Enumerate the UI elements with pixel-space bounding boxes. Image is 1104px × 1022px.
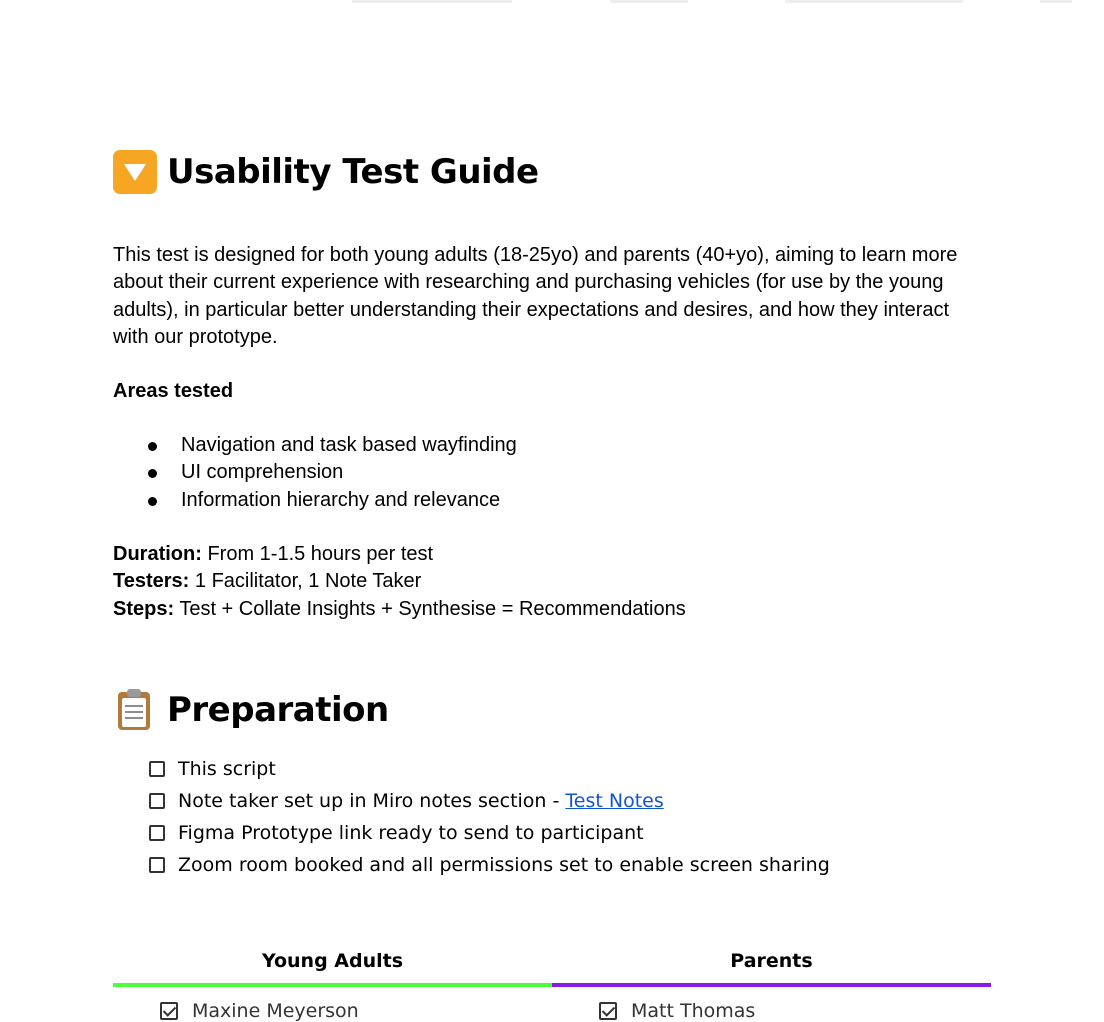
duration-value: From 1-1.5 hours per test: [201, 543, 434, 565]
duration-label: Duration:: [113, 543, 202, 565]
checklist-text: Figma Prototype link ready to send to participant: [178, 822, 644, 844]
area-text: Information hierarchy and relevance: [181, 488, 501, 511]
steps-label: Steps:: [113, 598, 175, 620]
intro-paragraph: [113, 242, 993, 351]
checkbox[interactable]: [149, 825, 165, 841]
steps-line: [113, 598, 686, 621]
participant-row: [160, 1000, 359, 1022]
intro-line: adults), in particular better understanding their expectations and desires, and how they interact: [113, 298, 950, 321]
bullet-icon: [148, 469, 157, 478]
top-strip-segment: [610, 0, 688, 3]
intro-line: with our prototype.: [113, 325, 278, 348]
checkbox[interactable]: [149, 857, 165, 873]
list-item: [113, 487, 517, 514]
area-text: Navigation and task based wayfinding: [181, 434, 517, 456]
bullet-icon: [148, 497, 157, 506]
participant-row: [599, 1000, 755, 1022]
intro-line: about their current experience with researching and purchasing vehicles (for use by the young: [113, 271, 944, 294]
checklist-text: This script: [178, 758, 276, 780]
checklist-item: [149, 785, 830, 817]
area-text: UI comprehension: [181, 461, 344, 484]
checklist-item: [149, 753, 830, 785]
checked-checkbox[interactable]: [160, 1002, 178, 1020]
areas-heading: Areas tested: [113, 380, 234, 402]
top-strip-segment: [352, 0, 512, 3]
testers-line: [113, 570, 421, 593]
checklist-text: Note taker set up in Miro notes section -: [178, 790, 566, 812]
checklist-text: Zoom room booked and all permissions set to enable screen sharing: [178, 854, 830, 876]
participant-name: Matt Thomas: [631, 1000, 756, 1022]
young-adults-underline: [113, 983, 552, 987]
checked-checkbox[interactable]: [599, 1002, 617, 1020]
checkbox[interactable]: [149, 793, 165, 809]
parents-heading: Parents: [730, 950, 813, 972]
testers-label: Testers:: [113, 570, 190, 592]
preparation-heading: [113, 688, 389, 732]
guide-heading: [113, 150, 539, 194]
parents-underline: [552, 983, 991, 987]
bullet-icon: [148, 442, 157, 451]
young-adults-heading: Young Adults: [261, 950, 404, 972]
test-notes-link[interactable]: Test Notes: [565, 790, 664, 812]
steps-value: Test + Collate Insights + Synthesise = Recommendations: [174, 598, 686, 620]
orange-down-triangle-icon: [113, 150, 157, 194]
list-item: [113, 432, 517, 459]
preparation-title: Preparation: [167, 690, 389, 730]
intro-line: This test is designed for both young adults (18-25yo) and parents (40+yo), aiming to learn more: [113, 244, 958, 266]
list-item: [113, 459, 517, 486]
testers-value: 1 Facilitator, 1 Note Taker: [189, 570, 422, 592]
checkbox[interactable]: [149, 761, 165, 777]
checklist-item: [149, 849, 830, 881]
guide-title: Usability Test Guide: [167, 152, 539, 192]
top-strip-segment: [1040, 0, 1072, 3]
checklist-item: [149, 817, 830, 849]
areas-list: [113, 432, 517, 514]
participant-name: Maxine Meyerson: [192, 1000, 359, 1022]
top-strip-segment: [785, 0, 963, 3]
preparation-checklist: [149, 753, 830, 881]
clipboard-icon: [113, 688, 157, 732]
duration-line: [113, 543, 433, 566]
